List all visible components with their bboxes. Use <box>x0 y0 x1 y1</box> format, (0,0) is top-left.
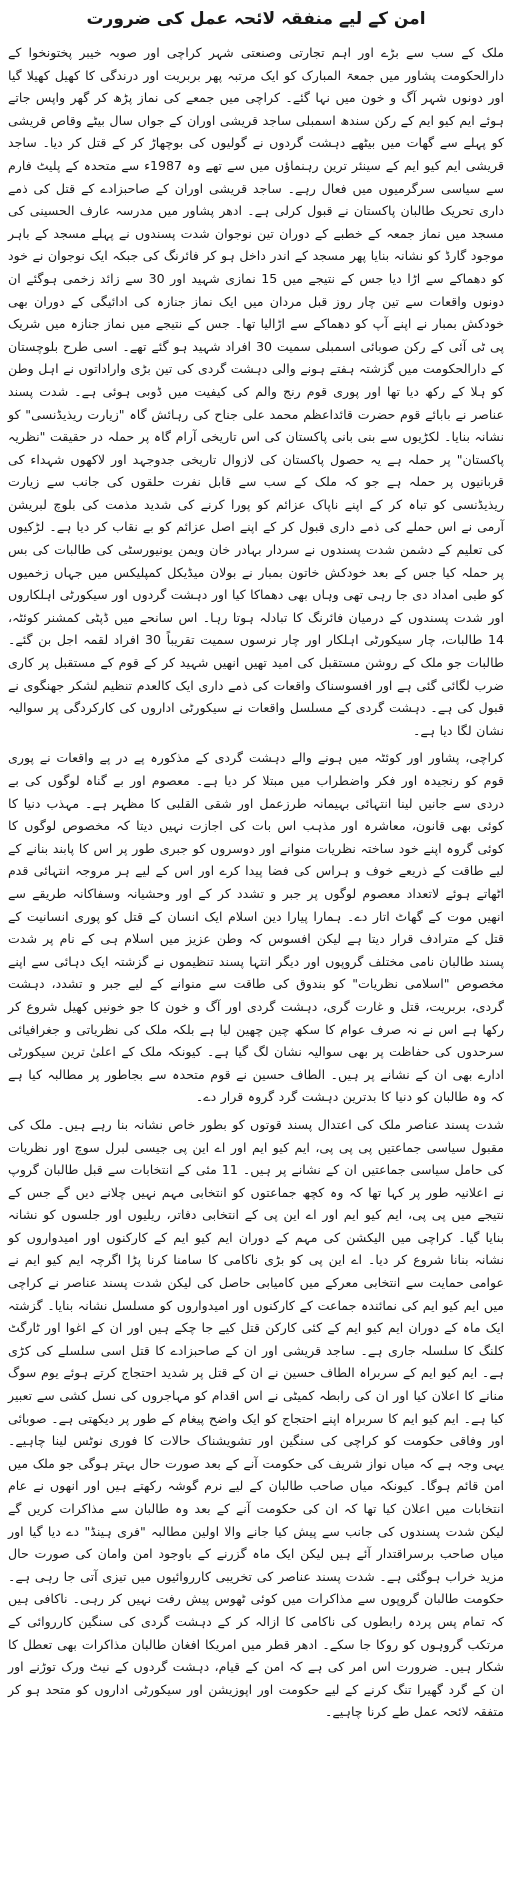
paragraph-2: کراچی، پشاور اور کوئٹہ میں ہونے والے دہشت گردی کے مذکورہ پے در پے واقعات نے پوری قوم کو رنجیدہ اور فکر واضطراب میں مبتلا کر دیا ہے۔ معصوم اور بے گناہ لوگوں کی بے دردی سے جانیں لینا انتہائی بہیمانہ طرزعمل اور شقی القلبی کا مظہر ہے۔ مہذب دنیا کا کوئی بھی قانون، معاشرہ اور مذہب اس بات کی اجازت نہیں دیتا کہ مخصوص لوگوں کا کوئی گروہ اپنے خود ساختہ نظریات منوانے اور دوسروں کو جبری طور پر اس کا پابند بنانے کے لیے طاقت کے ذریعے خوف و ہراس کی فضا پیدا کرے اور اس کے لیے ہر مروجہ انتہائی قدم اٹھاتے ہوئے لاتعداد معصوم لوگوں پر جبر و تشدد کر کے اور وحشیانہ وسفاکانہ طریقے سے انھیں موت کے گھاٹ اتار دے۔ ہمارا پیارا دین اسلام ایک انسان کے قتل کو پوری انسانیت کے قتل کے مترادف قرار دیتا ہے لیکن افسوس کہ وطن عزیز میں اسلام ہی کے نام پر شدت پسند طالبان نامی مختلف گروپوں اور دیگر انتہا پسند تنظیموں نے گزشتہ ایک دہائی سے اپنے مخصوص "اسلامی نظریات" کو بندوق کی طاقت سے منوانے کے لیے جبر و تشدد، دہشت گردی، بربریت، قتل و غارت گری، دہشت گردی اور آگ و خون کا جو خونیں کھیل شروع کر رکھا ہے اس نے نہ صرف عوام کا سکھ چین چھین لیا ہے بلکہ ملک کی نظریاتی و جغرافیائی سرحدوں کی حفاظت پر بھی سوالیہ نشان لگ گیا ہے۔ کیونکہ ملک کے اعلیٰ ترین سیکورٹی ادارے بھی ان کے نشانے پر ہیں۔ الطاف حسین نے قوم متحدہ سے بجاطور پر مطالبہ کیا ہے کہ وہ طالبان کو دنیا کا بدترین دہشت گرد گروہ قرار دے۔ <box>8 750 504 1105</box>
headline: امن کے لیے منفقہ لائحہ عمل کی ضرورت <box>86 9 426 29</box>
paragraph-1: ملک کے سب سے بڑے اور اہم تجارتی وصنعتی شہر کراچی اور صوبہ خیبر پختونخوا کے دارالحکومت پشاور میں جمعۃ المبارک کو ایک مرتبہ پھر بربریت اور درندگی کا کھیل کھیلا گیا اور دونوں شہر آگ و خون میں نہا گئے۔ کراچی میں جمعے کی نماز پڑھ کر گھر واپس جاتے ہوئے ایم کیو ایم کے رکن سندھ اسمبلی ساجد قریشی اوران کے جواں سال بیٹے وقاص قریشی کو پہلے سے گھات میں بیٹھے دہشت گردوں نے گولیوں کی بوچھاڑ کر کے قتل کر دیا۔ ساجد قریشی ایم کیو ایم کے سینئر ترین رہنماؤں میں سے تھے وہ 1987ء سے متحدہ کے پلیٹ فارم سے سیاسی سرگرمیوں میں فعال رہے۔ ساجد قریشی اوران کے صاحبزادے کے قتل کی ذمے داری تحریک طالبان پاکستان نے قبول کرلی ہے۔ ادھر پشاور میں مدرسہ عارف الحسینی کی مسجد میں نماز جمعہ کے خطبے کے دوران تین نوجوان شدت پسندوں نے پہلے مسجد کے باہر موجود گارڈ کو نشانہ بنایا پھر مسجد کے اندر داخل ہو کر فائرنگ کی جبکہ ایک نوجوان نے خود کو دھماکے سے اڑا دیا جس کے نتیجے میں 15 نمازی شہید اور 30 سے زائد زخمی ہوگئے ان دونوں واقعات سے تین چار روز قبل مردان میں ایک نماز جنازہ کی ادائیگی کے دوران بھی خودکش بمبار نے اپنے آپ کو دھماکے سے اڑالیا تھا۔ جس کے نتیجے میں نماز جنازہ میں شریک پی ٹی آئی کے رکن صوبائی اسمبلی سمیت 30 افراد شہید ہو گئے تھے۔ اسی طرح بلوچستان کے دارالحکومت میں گزشتہ ہفتے ہونے والی دہشت گردی کی تین بڑی واراداتوں نے اہل وطن کو ہلا کے رکھ دیا تھا اور پوری قوم رنج والم کی کیفیت میں ڈوبی ہوئی ہے۔ شدت پسند عناصر نے بابائے قوم حضرت قائداعظم محمد علی جناح کی رہائش گاہ "زیارت ریذیڈنسی" کو نشانہ بنایا۔ لکڑیوں سے بنی بانی پاکستان کی اس تاریخی آرام گاہ پر حملہ در حقیقت "نظریہ پاکستان" پر حملہ ہے یہ حصول پاکستان کی لازوال تاریخی جدوجہد اور لاکھوں شہداء کی قربانیوں پر حملہ ہے جو کہ ملک کے سب سے قابل نفرت حلقوں کی جانب سے زیارت ریذیڈنسی کو تباہ کر کے اپنے ناپاک عزائم کو پورا کرنے کی شدید مذمت کی بلوچ لبریشن آرمی نے اس حملے کی ذمے داری قبول کر کے اپنے اصل عزائم کو بے نقاب کر دیا ہے۔ لڑکیوں کی تعلیم کے دشمن شدت پسندوں نے سردار بہادر خان ویمن یونیورسٹی کی طالبات کی بس پر حملہ کیا جس کے بعد خودکش خاتون بمبار نے بولان میڈیکل کمپلیکس میں جہاں زخمیوں کو طبی امداد دی جا رہی تھی وہاں بھی دھماکا کیا اور دہشت گردوں اور سیکورٹی اہلکاروں اور شدت پسندوں کے درمیان فائرنگ کا تبادلہ ہوتا رہا۔ اس سانحے میں ڈپٹی کمشنر کوئٹہ، 14 طالبات، چار سیکورٹی اہلکار اور چار نرسوں سمیت تقریباً 30 افراد لقمہ اجل بن گئے۔ طالبات جو ملک کے روشن مستقبل کی امید تھیں انھیں شہید کر کے قوم کے مستقبل پر کاری ضرب لگائی گئی ہے اور افسوسناک واقعات کی ذمے داری ایک کالعدم تنظیم لشکر جھنگوی نے قبول کی ہے۔ دہشت گردی کے مسلسل واقعات نے سیکورٹی اداروں کی کارکردگی پر سوالیہ نشان لگا دیا ہے۔ <box>8 45 504 738</box>
paragraph-3: شدت پسند عناصر ملک کی اعتدال پسند قوتوں کو بطور خاص نشانہ بنا رہے ہیں۔ ملک کی مقبول سیاسی جماعتیں پی پی پی، ایم کیو ایم اور اے این پی جیسی لبرل سوچ اور نظریات کی حامل سیاسی جماعتیں ان کے نشانے پر ہیں۔ 11 مئی کے انتخابات سے قبل طالبان گروپ نے اعلانیہ طور پر کہا تھا کہ وہ کچھ جماعتوں کو انتخابی مہم نہیں چلانے دیں گے جس کے نتیجے میں پی پی، ایم کیو ایم اور اے این پی کے انتخابی دفاتر، ریلیوں اور جلسوں کو نشانہ بنایا گیا۔ کراچی میں الیکشن کی مہم کے دوران ایم کیو ایم کے کارکنوں اور امیدواروں کو نشانہ بنانا شروع کر دیا۔ اے این پی کو بڑی ناکامی کا سامنا کرنا پڑا اگرچہ ایم کیو ایم نے عوامی حمایت سے انتخابی معرکے میں کامیابی حاصل کی لیکن شدت پسند عناصر نے کراچی میں ایم کیو ایم کی نمائندہ جماعت کے کارکنوں اور امیدواروں کو مسلسل نشانہ بنایا۔ گزشتہ ایک ماہ کے دوران ایم کیو ایم کے کئی کارکن قتل کیے جا چکے ہیں اور ان کے اغوا اور ٹارگٹ کلنگ کا سلسلہ جاری ہے۔ ساجد قریشی اور ان کے صاحبزادے کا قتل اسی سلسلے کی کڑی ہے۔ ایم کیو ایم کے سربراہ الطاف حسین نے ان کے قتل پر شدید احتجاج کرتے ہوئے یوم سوگ منانے کا اعلان کیا اور ان کی رابطہ کمیٹی نے اس اقدام کو مہاجروں کی نسل کشی سے تعبیر کیا ہے۔ ایم کیو ایم کا سربراہ اپنے احتجاج کو ایک واضح پیغام کے طور پر دیکھتی ہے۔ صوبائی اور وفاقی حکومت کو کراچی کی سنگین اور تشویشناک حالات کا فوری نوٹس لینا چاہیے۔ یہی وجہ ہے کہ میاں نواز شریف کی حکومت آنے کے بعد صورت حال بہتر ہوگی جو ملک میں امن قائم ہوگا۔ کیونکہ میاں صاحب طالبان کے لیے نرم گوشہ رکھتے ہیں اور انھوں نے عام انتخابات میں اعلان کیا تھا کہ ان کی حکومت آنے کے بعد وہ طالبان سے مذاکرات کریں گے لیکن شدت پسندوں کی جانب سے پیش کیا جانے والا اولین مطالبہ "فری ہینڈ" دے دیا گیا اور میاں صاحب برسراقتدار آئے ہیں لیکن ایک ماہ گزرنے کے باوجود امن وامان کی صورت حال مزید خراب ہوگئی ہے۔ شدت پسند عناصر کی تخریبی کارروائیوں میں تیزی آتی جا رہی ہے۔ حکومت طالبان گروپوں سے مذاکرات میں کوئی ٹھوس پیش رفت نہیں کر رہی۔ ناکافی ہیں کہ تمام پس پردہ رابطوں کی ناکامی کا ازالہ کر کے دہشت گردی کی سنگین کارروائی کے مرتکب گروہوں کو روکا جا سکے۔ ادھر قطر میں امریکا افغان طالبان مذاکرات بھی تعطل کا شکار ہیں۔ ضرورت اس امر کی ہے کہ امن کے قیام، دہشت گردوں کے نیٹ ورک توڑنے اور ان کے گرد گھیرا تنگ کرنے کے لیے حکومت اور اپوزیشن اور سیکورٹی اداروں کو متحد ہو کر متفقہ لائحہ عمل طے کرنا چاہیے۔ <box>8 1116 505 1720</box>
article-body <box>8 42 504 1724</box>
